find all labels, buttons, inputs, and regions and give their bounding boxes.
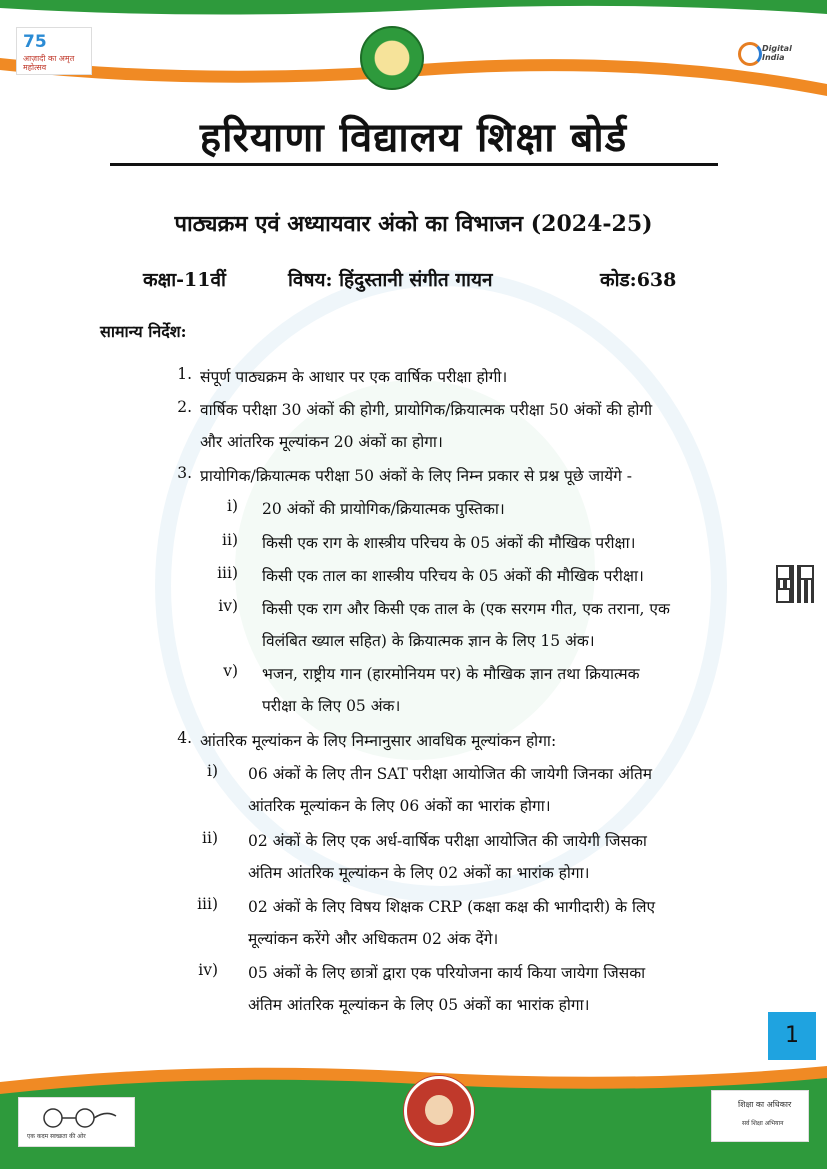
- syllabus-subtitle: पाठ्यक्रम एवं अध्यायवार अंको का विभाजन (2024-25): [174, 211, 653, 237]
- instruction-number: 1.: [177, 365, 192, 383]
- sub-instruction-number: i): [226, 497, 238, 515]
- sub-instruction-line: 06 अंकों के लिए तीन SAT परीक्षा आयोजित की जायेगी जिनका अंतिम: [248, 765, 653, 783]
- sub-instruction-line: अंतिम आंतरिक मूल्यांकन के लिए 02 अंकों का भारांक होगा।: [248, 864, 590, 882]
- azadi-ka-amrit-mahotsav-logo: [16, 27, 92, 75]
- sub-instruction-line: किसी एक राग के शास्त्रीय परिचय के 05 अंकों की मौखिक परीक्षा।: [262, 534, 636, 552]
- instruction-line: संपूर्ण पाठ्यक्रम के आधार पर एक वार्षिक परीक्षा होगी।: [200, 368, 508, 386]
- page-number-badge: 1: [768, 1012, 816, 1060]
- class-label: कक्षा-11वीं: [143, 269, 226, 291]
- instruction-number: 2.: [177, 398, 192, 416]
- sub-instruction-number: ii): [222, 531, 238, 549]
- azadi-text: आज़ादी का अमृत महोत्सव: [23, 54, 75, 72]
- instruction-number: 3.: [177, 464, 192, 482]
- digital-india-logo: [738, 40, 808, 66]
- shiksha-sub: सर्व शिक्षा अभियान: [742, 1120, 784, 1127]
- board-emblem-logo: [360, 26, 424, 90]
- subject-label: विषय: हिंदुस्तानी संगीत गायन: [288, 269, 493, 291]
- girl-face-icon: [425, 1095, 453, 1125]
- code-label: कोड:638: [600, 269, 677, 291]
- sub-instruction-line: 02 अंकों के लिए विषय शिक्षक CRP (कक्षा कक्ष की भागीदारी) के लिए: [248, 898, 656, 916]
- sub-instruction-line: किसी एक राग और किसी एक ताल के (एक सरगम गीत, एक तराना, एक: [262, 600, 670, 618]
- qr-code[interactable]: [776, 565, 814, 603]
- instructions-heading: सामान्य निर्देश:: [100, 322, 187, 341]
- sub-instruction-line: परीक्षा के लिए 05 अंक।: [262, 697, 401, 715]
- azadi-number: 75: [23, 32, 47, 52]
- sub-instruction-number: iv): [198, 961, 218, 979]
- sub-instruction-line: अंतिम आंतरिक मूल्यांकन के लिए 05 अंकों का भारांक होगा।: [248, 996, 590, 1014]
- sub-instruction-number: iv): [218, 597, 238, 615]
- sub-instruction-number: v): [223, 662, 238, 680]
- sub-instruction-number: i): [206, 762, 218, 780]
- sub-instruction-line: 02 अंकों के लिए एक अर्ध-वार्षिक परीक्षा आयोजित की जायेगी जिसका: [248, 832, 647, 850]
- instruction-line: वार्षिक परीक्षा 30 अंकों की होगी, प्रायोगिक/क्रियात्मक परीक्षा 50 अंकों की होगी: [200, 401, 653, 419]
- sub-instruction-line: मूल्यांकन करेंगे और अधिकतम 02 अंक देंगे।: [248, 930, 499, 948]
- beti-bachao-logo: [404, 1076, 474, 1146]
- sub-instruction-number: ii): [202, 829, 218, 847]
- sub-instruction-line: भजन, राष्ट्रीय गान (हारमोनियम पर) के मौखिक ज्ञान तथा क्रियात्मक: [262, 665, 640, 683]
- sub-instruction-number: iii): [197, 895, 218, 913]
- sub-instruction-line: विलंबित ख्याल सहित) के क्रियात्मक ज्ञान के लिए 15 अंक।: [262, 632, 595, 650]
- shiksha-text: शिक्षा का अधिकार: [738, 1100, 792, 1109]
- swachh-bharat-logo: [18, 1097, 135, 1147]
- glasses-icon: [31, 1108, 117, 1128]
- instruction-line: प्रायोगिक/क्रियात्मक परीक्षा 50 अंकों के लिए निम्न प्रकार से प्रश्न पूछे जायेंगे -: [200, 467, 632, 485]
- swachh-caption: एक कदम स्वच्छता की ओर: [27, 1133, 86, 1140]
- sub-instruction-number: iii): [217, 564, 238, 582]
- sub-instruction-line: आंतरिक मूल्यांकन के लिए 06 अंकों का भारांक होगा।: [248, 797, 551, 815]
- digital-india-icon: [738, 42, 762, 66]
- shiksha-abhiyan-logo: [711, 1090, 809, 1142]
- instruction-line: और आंतरिक मूल्यांकन 20 अंकों का होगा।: [200, 433, 443, 451]
- title-underline: [110, 163, 718, 166]
- sub-instruction-line: 05 अंकों के लिए छात्रों द्वारा एक परियोजना कार्य किया जायेगा जिसका: [248, 964, 646, 982]
- sub-instruction-line: किसी एक ताल का शास्त्रीय परिचय के 05 अंकों की मौखिक परीक्षा।: [262, 567, 644, 585]
- board-title: हरियाणा विद्यालय शिक्षा बोर्ड: [199, 115, 628, 161]
- instruction-line: आंतरिक मूल्यांकन के लिए निम्नानुसार आवधिक मूल्यांकन होगा:: [200, 732, 557, 750]
- sub-instruction-line: 20 अंकों की प्रायोगिक/क्रियात्मक पुस्तिका।: [262, 500, 505, 518]
- digital-india-text: Digital India: [762, 44, 792, 62]
- instruction-number: 4.: [177, 729, 192, 747]
